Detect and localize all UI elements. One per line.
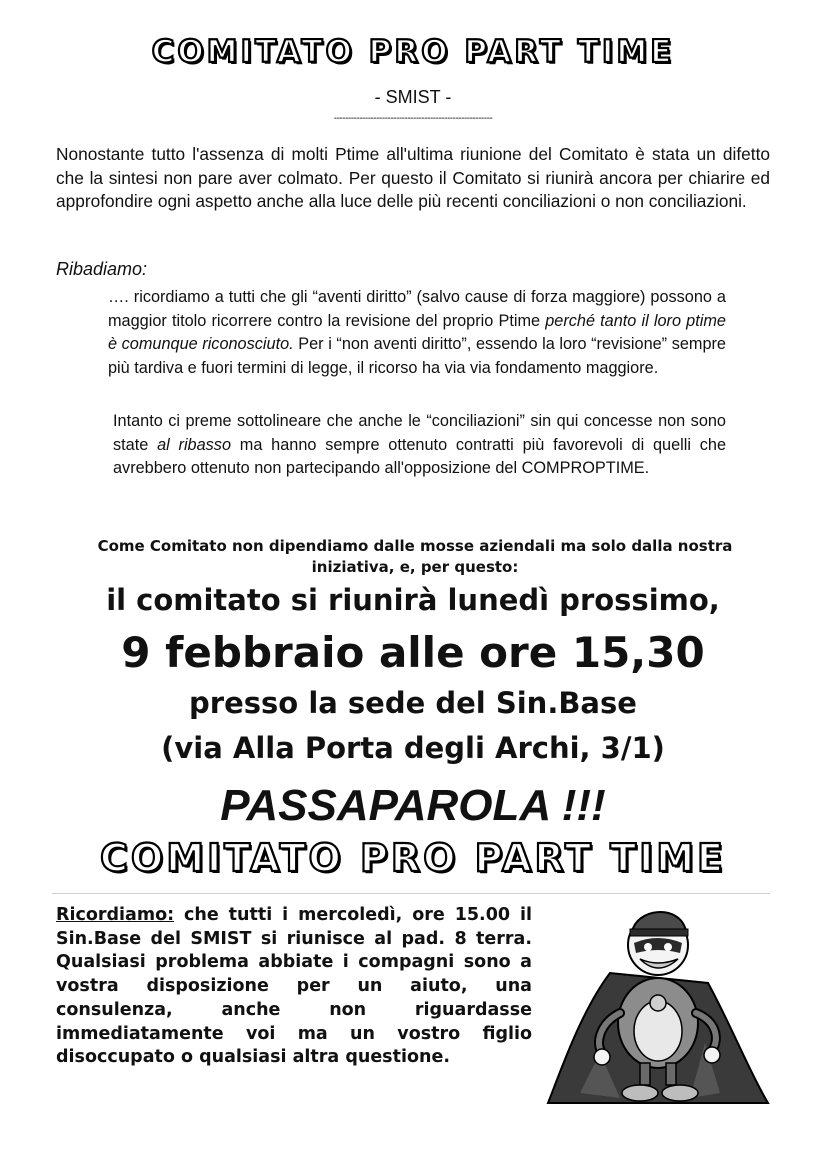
dashed-divider: -------------------------------------------------------- (333, 113, 493, 124)
para2-italic: al ribasso (157, 435, 232, 454)
para1-text-start: …. ricordiamo a tutti che gli “aventi diritto” (salvo cause di forza maggiore) possono a maggior titolo ricorrere contro la revisione del proprio Ptime (108, 288, 726, 330)
announcement-intro: Come Comitato non dipendiamo dalle mosse aziendali ma solo dalla nostra iniziativa, e, per questo: (97, 537, 733, 576)
duck-superhero-icon (540, 903, 772, 1111)
meeting-place: presso la sede del Sin.Base (189, 686, 637, 720)
para2-text-end: ma hanno sempre ottenuto contratti più favorevoli di quelli che avrebbero ottenuto non partecipando all'opposizione del COMPROPTIME. (113, 435, 726, 477)
intro-paragraph: Nonostante tutto l'assenza di molti Ptime all'ultima riunione del Comitato è stata un difetto che la sintesi non pare aver colmato. Per questo il Comitato si riunirà ancora per chiarire ed approfondire ogni aspetto anche alla luce delle più recenti conciliazioni o non conciliazioni. (56, 144, 770, 211)
passaparola-callout: PASSAPAROLA !!! (220, 781, 606, 830)
header-subtitle: - SMIST - (374, 87, 452, 107)
meeting-line: il comitato si riunirà lunedì prossimo, (106, 583, 720, 617)
ribadiamo-heading: Ribadiamo: (56, 259, 148, 279)
reminder-label: Ricordiamo: (56, 905, 175, 925)
ribadiamo-paragraph-1 (108, 286, 726, 380)
section-divider (52, 893, 770, 894)
meeting-address: (via Alla Porta degli Archi, 3/1) (161, 731, 665, 765)
header-title: COMITATO PRO PART TIME (151, 34, 675, 70)
reminder-paragraph (56, 904, 532, 1070)
footer-title: COMITATO PRO PART TIME (100, 836, 726, 880)
para2-text-start: Intanto ci preme sottolineare che anche le “conciliazioni” sin qui concesse non sono state (113, 412, 726, 454)
reminder-text: che tutti i mercoledì, ore 15.00 il Sin.Base del SMIST si riunisce al pad. 8 terra. Qualsiasi problema abbiate i compagni sono a vostra disposizione per un aiuto, una consulenza, anche non riguardasse immediatamente voi ma un vostro figlio disoccupato o qualsiasi altra questione. (56, 905, 532, 1068)
meeting-date: 9 febbraio alle ore 15,30 (121, 628, 705, 677)
para1-text-end: Per i “non aventi diritto”, essendo la loro “revisione” sempre più tardiva e fuori termini di legge, il ricorso ha via via fondamento maggiore. (108, 335, 726, 377)
para1-italic: perché tanto il loro ptime è comunque riconosciuto. (108, 311, 726, 353)
ribadiamo-paragraph-2 (113, 410, 726, 481)
